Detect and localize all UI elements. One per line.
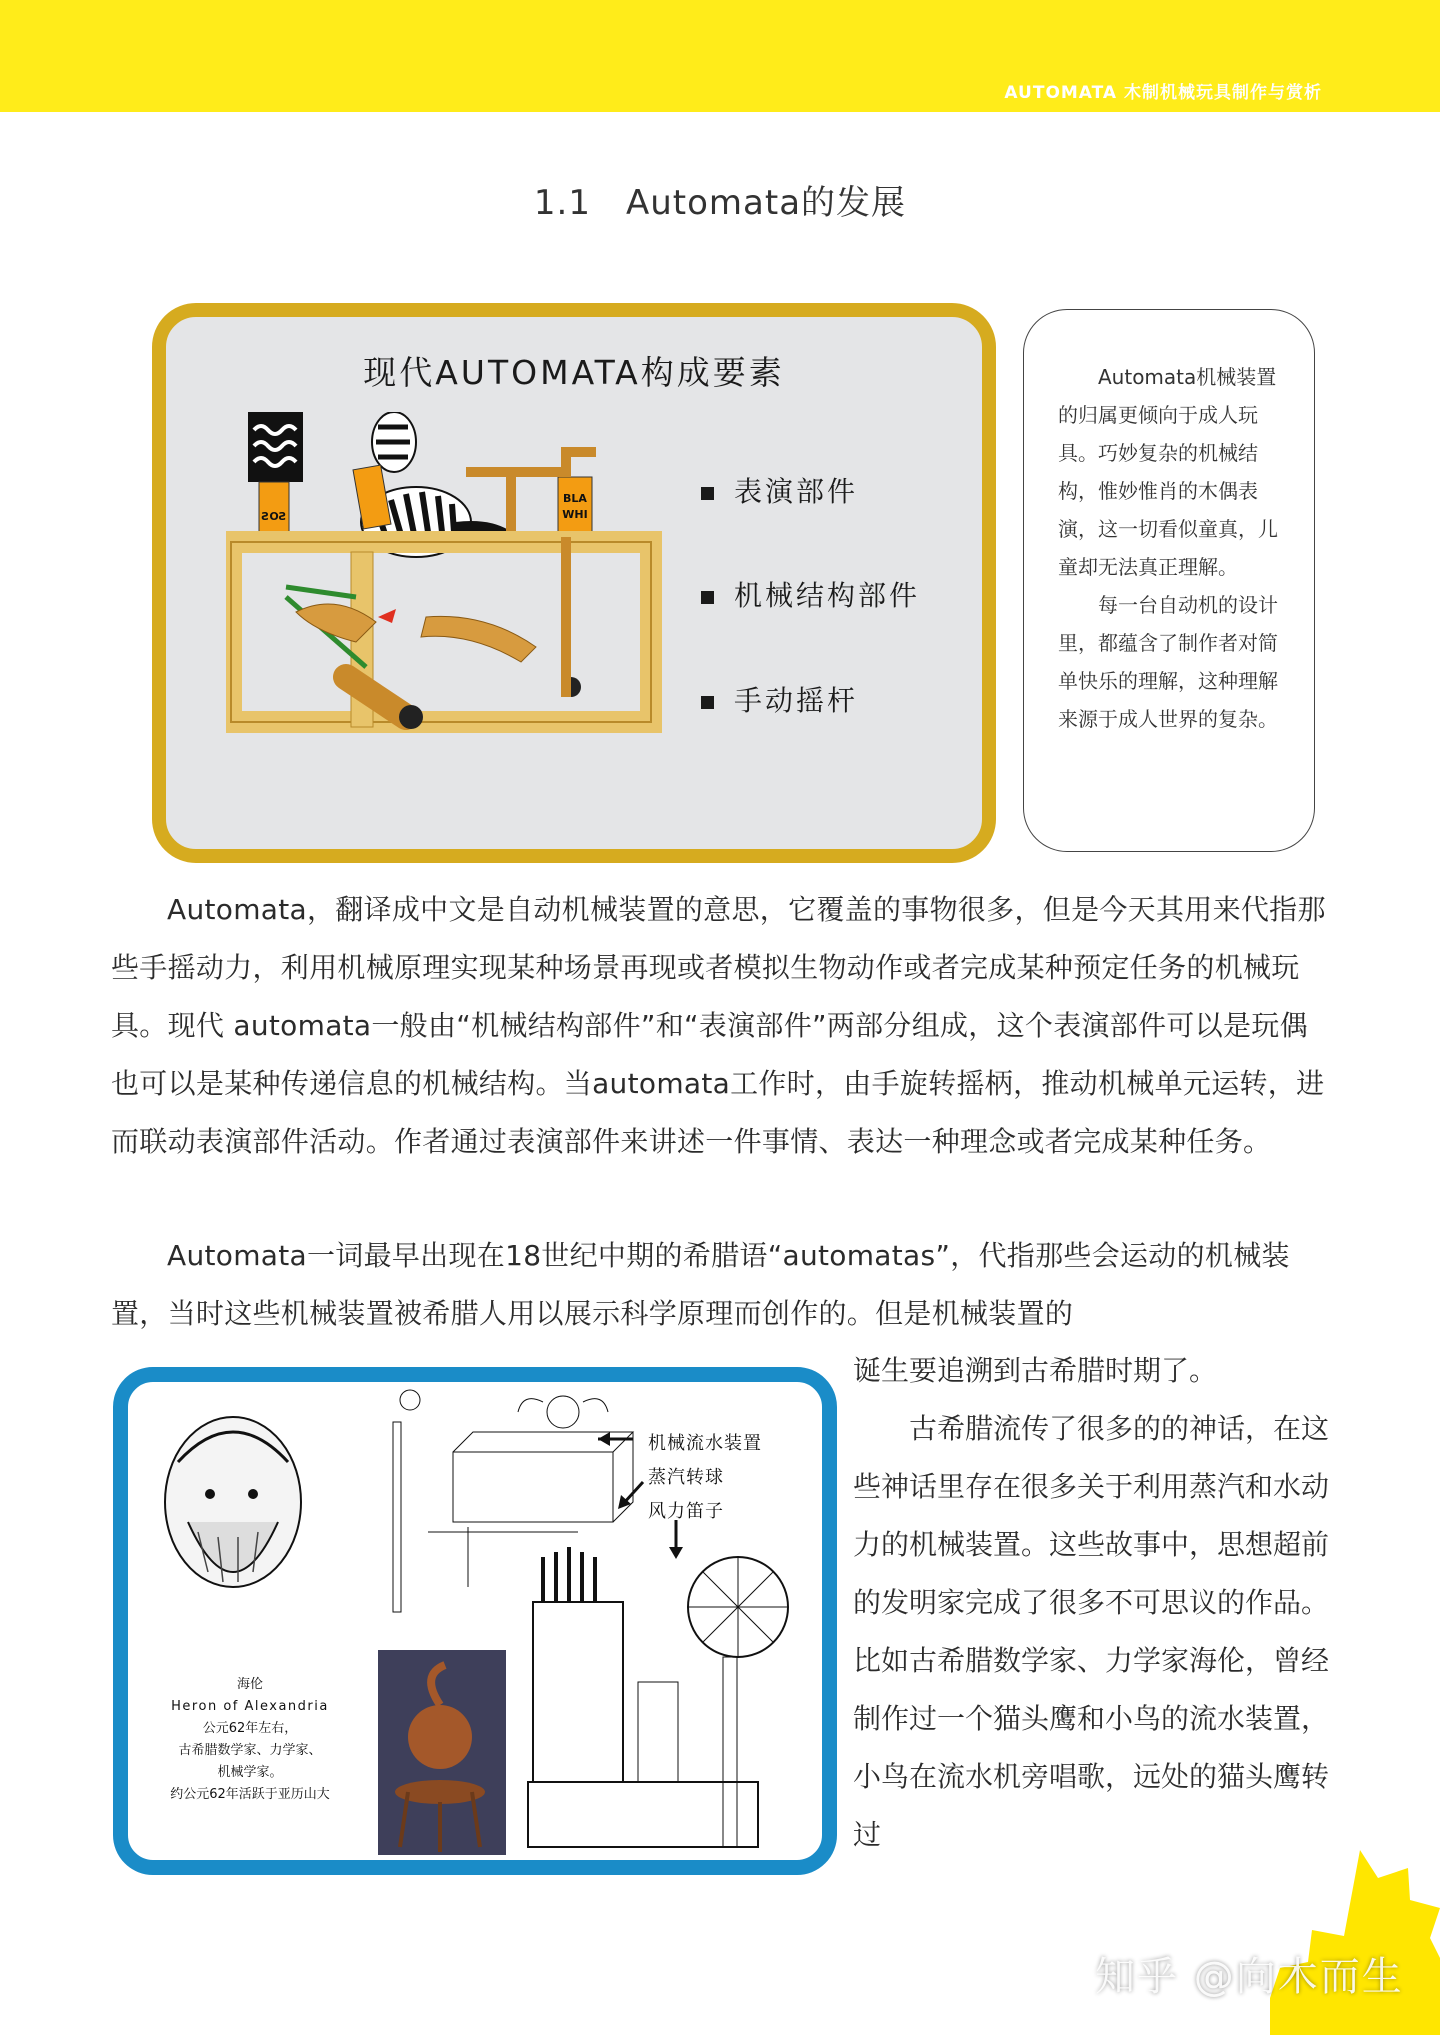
watermark: 知乎 @向木而生 xyxy=(1095,1954,1404,2000)
square-bullet-icon xyxy=(701,591,714,604)
figure-list-item-performance: 表演部件 xyxy=(701,470,858,510)
figure-automata-elements xyxy=(152,303,996,863)
figure-list-item-mechanism: 机械结构部件 xyxy=(701,574,920,614)
wooden-automata-photo xyxy=(226,412,666,852)
label-water-device: 机械流水装置 xyxy=(648,1433,762,1454)
body-paragraph-1: Automata，翻译成中文是自动机械装置的意思，它覆盖的事物很多，但是今天其用来代指那些手摇动力，利用机械原理实现某种场景再现或者模拟生物动作或者完成某种预定任务的机械玩具。现代 automata一般由“机械结构部件”和“表演部件”两部分组成，这个表演部件可以是玩偶也可以是某种传递信息的机械结构。当automata工作时，由手旋转摇柄，推动机械单元运转，进而联动表演部件活动。作者通过表演部件来讲述一件事情、表达一种理念或者完成某种任务。 xyxy=(111,893,1326,1158)
square-bullet-icon xyxy=(701,696,714,709)
side-note-paragraph: 每一台自动机的设计里，都蕴含了制作者对简单快乐的理解，这种理解来源于成人世界的复杂。 xyxy=(1058,593,1278,731)
wooden-box xyxy=(231,537,651,729)
side-note-paragraph: Automata机械装置的归属更倾向于成人玩具。巧妙复杂的机械结构，惟妙惟肖的木偶表演，这一切看似童真，儿童却无法真正理解。 xyxy=(1058,365,1278,579)
label-steam-sphere: 蒸汽转球 xyxy=(648,1467,724,1488)
body-paragraph-3: 古希腊流传了很多的的神话，在这些神话里存在很多关于利用蒸汽和水动力的机械装置。这些故事中，思想超前的发明家完成了很多不可思议的作品。比如古希腊数学家、力学家海伦，曾经制作过一个猫头鹰和小鸟的流水装置，小鸟在流水机旁唱歌，远处的猫头鹰转过 xyxy=(853,1412,1330,1851)
heron-portrait xyxy=(165,1417,301,1587)
body-paragraph-2: Automata一词最早出现在18世纪中期的希腊语“automatas”，代指那些会运动的机械装置，当时这些机械装置被希腊人用以展示科学原理而创作的。但是机械装置的 xyxy=(111,1239,1290,1330)
side-note-box xyxy=(1023,309,1315,852)
wind-organ-drawing xyxy=(528,1547,788,1847)
sign-text-right-1: BLA xyxy=(563,492,587,505)
sign-text-right-2: WHI xyxy=(562,508,588,521)
gear-icon xyxy=(1270,1840,1440,2035)
section-title: 1.1 Automata的发展 xyxy=(533,183,907,223)
body-paragraph-2-continued: 诞生要追溯到古希腊时期了。 xyxy=(853,1354,1218,1387)
heron-caption: 海伦 Heron of Alexandria 公元62年左右， 古希腊数学家、力学家、 机械学家。 约公元62年活跃于亚历山大 xyxy=(170,1677,330,1802)
square-bullet-icon xyxy=(701,487,714,500)
label-wind-flute: 风力笛子 xyxy=(648,1501,724,1522)
header-title: AUTOMATA 木制机械玩具制作与赏析 xyxy=(1004,83,1322,103)
figure-list-item-crank: 手动摇杆 xyxy=(701,679,858,719)
figure-title: 现代AUTOMATA构成要素 xyxy=(363,353,785,392)
sign-text-left: ƧOƧ xyxy=(261,510,287,523)
figure-heron-devices xyxy=(113,1367,837,1875)
